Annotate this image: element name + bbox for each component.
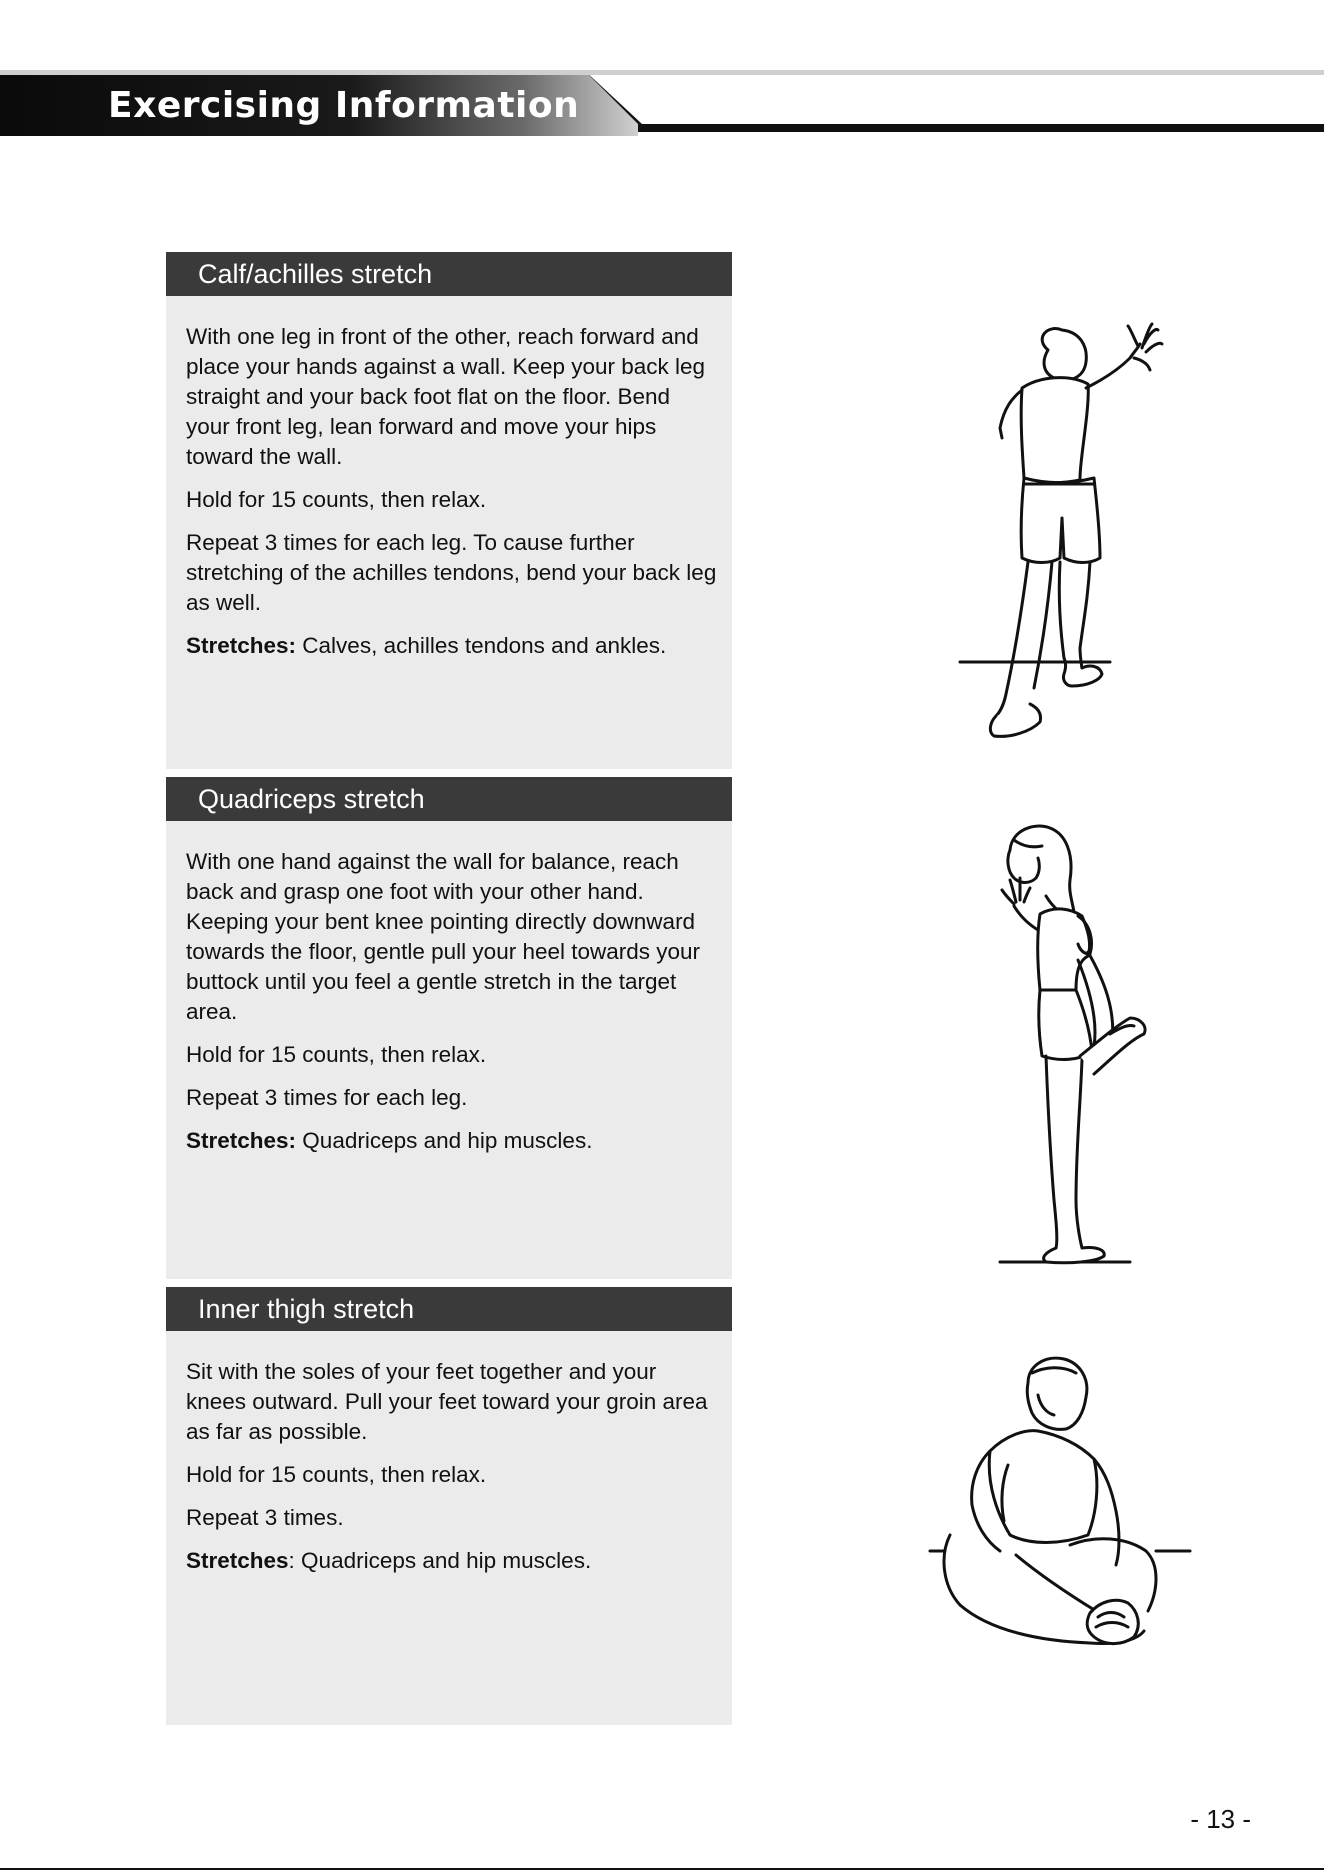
section-title: Inner thigh stretch: [166, 1287, 732, 1331]
calf-stretch-section: [166, 252, 732, 769]
repeat-paragraph: Repeat 3 times.: [186, 1505, 344, 1530]
stretches-text: : Quadriceps and hip muscles.: [288, 1548, 592, 1573]
quadriceps-stretch-section: [166, 777, 732, 1279]
stretches-text: Quadriceps and hip muscles.: [296, 1128, 593, 1153]
stretches-label: Stretches:: [186, 633, 297, 658]
instruction-paragraph: Sit with the soles of your feet together and your knees outward. Pull your feet toward your groin area as far as possible.: [186, 1359, 708, 1444]
repeat-paragraph: Repeat 3 times for each leg. To cause further stretching of the achilles tendons, bend your back leg as well.: [186, 530, 717, 615]
page-title: Exercising Information: [108, 85, 580, 126]
inner-thigh-stretch-illustration-icon: [920, 1355, 1200, 1665]
hold-paragraph: Hold for 15 counts, then relax.: [186, 1042, 487, 1067]
repeat-paragraph: Repeat 3 times for each leg.: [186, 1085, 468, 1110]
section-title: Quadriceps stretch: [166, 777, 732, 821]
stretches-label: Stretches:: [186, 1128, 297, 1153]
instruction-paragraph: With one leg in front of the other, reach forward and place your hands against a wall. Keep your back leg straight and your back foot flat on the floor. Bend your front leg, lean forward and move your hips toward the wall.: [186, 324, 706, 469]
footer-divider: [0, 1868, 1324, 1870]
calf-stretch-illustration-icon: [930, 318, 1190, 778]
inner-thigh-stretch-section: [166, 1287, 732, 1725]
stretches-line: [186, 631, 718, 661]
stretches-text: Calves, achilles tendons and ankles.: [296, 633, 667, 658]
stretches-line: [186, 1546, 718, 1576]
stretches-label: Stretches: [186, 1548, 289, 1573]
stretches-line: [186, 1126, 718, 1156]
hold-paragraph: Hold for 15 counts, then relax.: [186, 1462, 487, 1487]
page-number: - 13 -: [1190, 1804, 1251, 1834]
quadriceps-stretch-illustration-icon: [980, 820, 1200, 1280]
hold-paragraph: Hold for 15 counts, then relax.: [186, 487, 487, 512]
section-title: Calf/achilles stretch: [166, 252, 732, 296]
section-body: [166, 1331, 732, 1576]
section-body: [166, 296, 732, 661]
instruction-paragraph: With one hand against the wall for balance, reach back and grasp one foot with your other hand. Keeping your bent knee pointing directly downward towards the floor, gentle pull your heel towards your buttock until you feel a gentle stretch in the target area.: [186, 849, 701, 1024]
section-body: [166, 821, 732, 1156]
